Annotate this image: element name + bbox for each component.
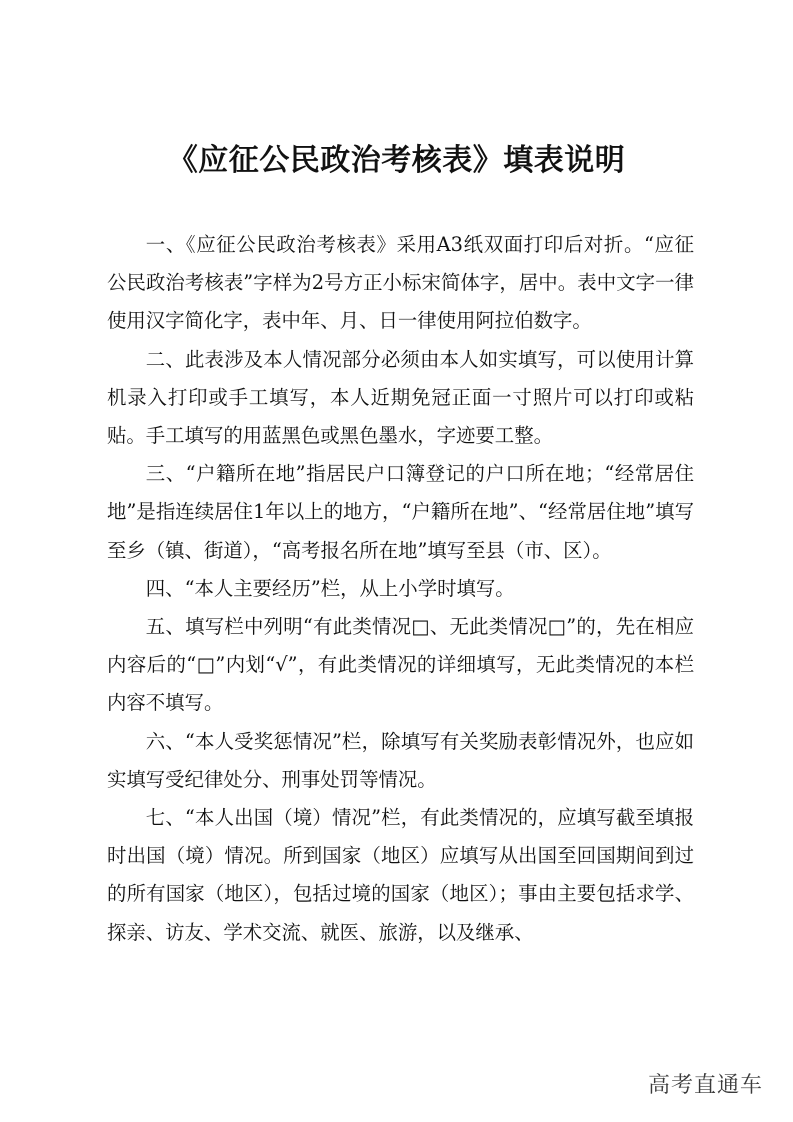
paragraph-7: 七、“本人出国（境）情况”栏，有此类情况的，应填写截至填报时出国（境）情况。所到国家（地区）应填写从出国至回国期间到过的所有国家（地区），包括过境的国家（地区）；事由主要包括求学、探亲、访友、学术交流、就医、旅游，以及继承、 bbox=[107, 806, 694, 944]
paragraph-6: 六、“本人受奖惩情况”栏，除填写有关奖励表彰情况外，也应如实填写受纪律处分、刑事处罚等情况。 bbox=[107, 729, 694, 791]
document-body bbox=[107, 226, 694, 952]
paragraph-3: 三、“户籍所在地”指居民户口簿登记的户口所在地；“经常居住地”是指连续居住1年以上的地方，“户籍所在地”、“经常居住地”填写至乡（镇、街道），“高考报名所在地”填写至县（市、区）。 bbox=[107, 462, 694, 562]
watermark-text: 高考直通车 bbox=[647, 1073, 763, 1098]
paragraph-2: 二、此表涉及本人情况部分必须由本人如实填写，可以使用计算机录入打印或手工填写，本人近期免冠正面一寸照片可以打印或粘贴。手工填写的用蓝黑色或黑色墨水，字迹要工整。 bbox=[107, 347, 694, 448]
paragraph-1: 一、《应征公民政治考核表》采用A3纸双面打印后对折。“应征公民政治考核表”字样为2号方正小标宋简体字，居中。表中文字一律使用汉字简化字，表中年、月、日一律使用阿拉伯数字。 bbox=[107, 233, 694, 333]
document-title: 《应征公民政治考核表》填表说明 bbox=[167, 143, 626, 178]
paragraph-4: 四、“本人主要经历”栏，从上小学时填写。 bbox=[145, 576, 515, 600]
paragraph-5: 五、填写栏中列明“有此类情况□、无此类情况□”的，先在相应内容后的“□”内划“√”，有此类情况的详细填写，无此类情况的本栏内容不填写。 bbox=[107, 615, 694, 715]
